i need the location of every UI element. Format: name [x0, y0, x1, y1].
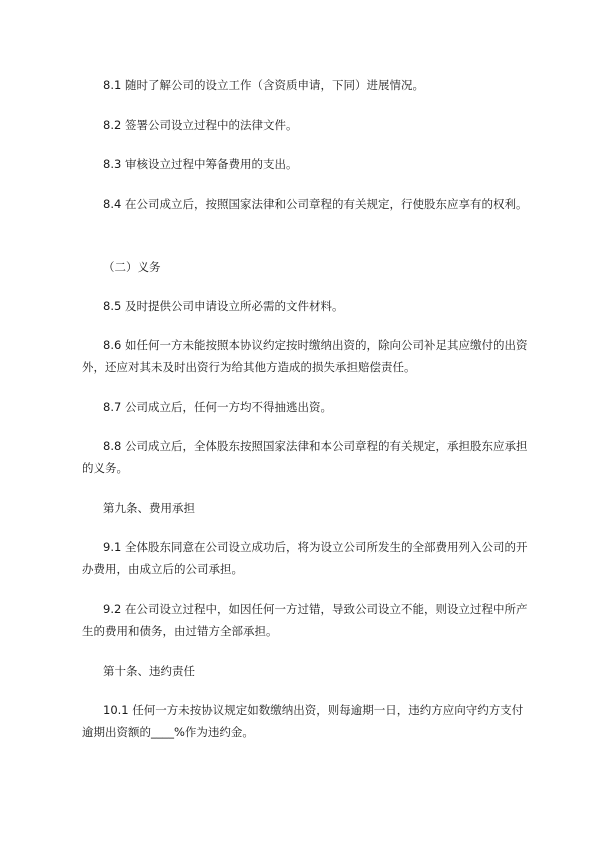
paragraph-10-1: 10.1 任何一方未按协议规定如数缴纳出资，则每逾期一日，违约方应向守约方支付逾期出资额的____%作为违约金。 [82, 703, 524, 739]
paragraph-8-5: 8.5 及时提供公司申请设立所必需的文件材料。 [103, 299, 344, 313]
section-heading-obligations: （二）义务 [103, 260, 161, 274]
paragraph-9-1: 9.1 全体股东同意在公司设立成功后，将为设立公司所发生的全部费用列入公司的开办费用，由成立后的公司承担。 [82, 540, 528, 576]
paragraph-8-6: 8.6 如任何一方未能按照本协议约定按时缴纳出资的，除向公司补足其应缴付的出资外，还应对其未及时出资行为给其他方造成的损失承担赔偿责任。 [82, 338, 528, 374]
paragraph-8-1: 8.1 随时了解公司的设立工作（含资质申请，下同）进展情况。 [103, 78, 424, 92]
article-10-heading: 第十条、违约责任 [103, 664, 195, 678]
paragraph-9-2: 9.2 在公司设立过程中，如因任何一方过错，导致公司设立不能，则设立过程中所产生的费用和债务，由过错方全部承担。 [82, 602, 528, 638]
paragraph-8-7: 8.7 公司成立后，任何一方均不得抽逃出资。 [103, 400, 332, 414]
paragraph-8-4: 8.4 在公司成立后，按照国家法律和公司章程的有关规定，行使股东应享有的权利。 [103, 197, 528, 211]
paragraph-8-8: 8.8 公司成立后，全体股东按照国家法律和本公司章程的有关规定，承担股东应承担的义务。 [82, 439, 528, 475]
paragraph-8-3: 8.3 审核设立过程中筹备费用的支出。 [103, 157, 298, 171]
paragraph-8-2: 8.2 签署公司设立过程中的法律文件。 [103, 118, 298, 132]
article-9-heading: 第九条、费用承担 [103, 501, 195, 515]
